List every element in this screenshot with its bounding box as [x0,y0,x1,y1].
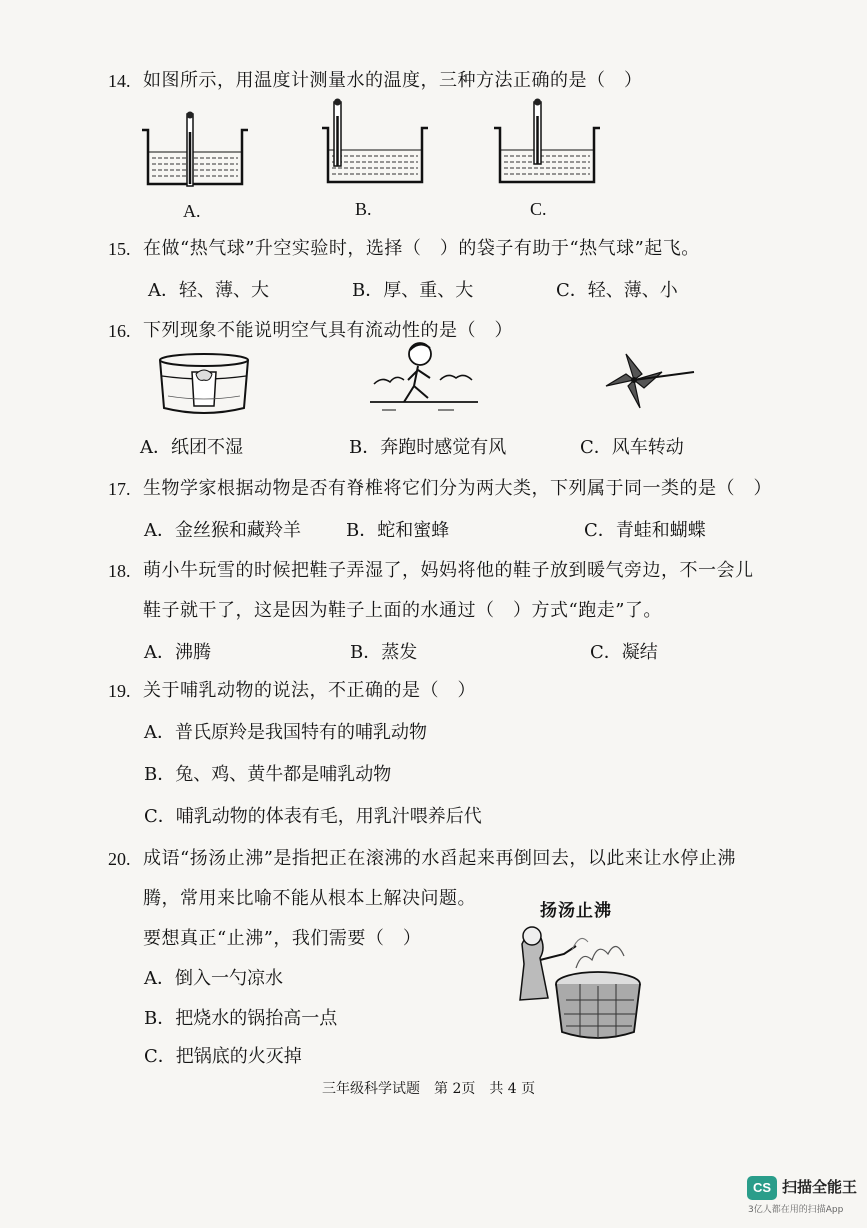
question-15-option-c: C．轻、薄、小 [556,280,678,301]
question-15-text: 在做“热气球”升空实验时，选择（ ）的袋子有助于“热气球”起飞。 [143,238,700,259]
pinwheel-figure [604,352,696,412]
running-boy-figure [368,340,480,420]
question-14-label-a: A. [183,201,201,221]
paper-in-cup-underwater-figure [158,352,250,416]
question-18-option-b: B．蒸发 [350,642,418,663]
question-18-text-line-2: 鞋子就干了，这是因为鞋子上面的水通过（ ）方式“跑走”了。 [143,600,662,621]
scanner-tagline: 3亿人都在用的扫描App [748,1205,844,1215]
question-20-text-line-3: 要想真正“止沸”，我们需要（ ） [143,928,422,949]
question-16-option-b: B．奔跑时感觉有风 [349,437,507,458]
thermometer-beaker-a-figure [140,112,250,192]
question-15-option-a: A．轻、薄、大 [148,280,269,301]
idiom-figure-title: 扬汤止沸 [540,901,612,921]
question-19-option-a: A．普氏原羚是我国特有的哺乳动物 [144,722,427,743]
question-14-label-c: C. [530,199,547,219]
question-18-number: 18. [108,561,131,581]
question-19-number: 19. [108,681,131,701]
question-18-option-a: A．沸腾 [144,642,211,663]
question-15-option-b: B．厚、重、大 [352,280,474,301]
idiom-cooking-pot-figure [506,920,646,1048]
question-20-option-b: B．把烧水的锅抬高一点 [144,1008,338,1029]
scanner-app-name: 扫描全能王 [782,1178,858,1196]
question-16-option-a: A．纸团不湿 [140,437,243,458]
question-19-text: 关于哺乳动物的说法，不正确的是（ ） [143,680,476,701]
question-19-option-b: B．兔、鸡、黄牛都是哺乳动物 [144,764,392,785]
question-17-option-b: B．蛇和蜜蜂 [346,520,450,541]
question-17-option-c: C．青蛙和蝴蝶 [584,520,706,541]
question-18-option-c: C．凝结 [590,642,658,663]
question-17-text: 生物学家根据动物是否有脊椎将它们分为两大类，下列属于同一类的是（ ） [143,478,772,499]
question-20-option-c: C．把锅底的火灭掉 [144,1046,302,1067]
thermometer-beaker-b-figure [320,98,430,190]
question-17-option-a: A．金丝猴和藏羚羊 [144,520,301,541]
thermometer-beaker-c-figure [492,98,602,190]
question-19-option-c: C．哺乳动物的体表有毛，用乳汁喂养后代 [144,806,482,827]
question-16-text: 下列现象不能说明空气具有流动性的是（ ） [143,320,513,341]
question-18-text-line-1: 萌小牛玩雪的时候把鞋子弄湿了，妈妈将他的鞋子放到暖气旁边，不一会儿 [143,560,754,581]
question-14-number: 14. [108,71,131,91]
question-15-number: 15. [108,239,131,259]
question-17-number: 17. [108,479,131,499]
question-16-option-c: C．风车转动 [580,437,684,458]
camscanner-logo-icon: CS [747,1176,777,1200]
page-footer: 三年级科学试题 第 2页 共 4 页 [322,1081,536,1097]
question-20-number: 20. [108,849,131,869]
question-14-text: 如图所示，用温度计测量水的温度，三种方法正确的是（ ） [143,70,643,91]
question-20-text-line-2: 腾，常用来比喻不能从根本上解决问题。 [143,888,476,909]
question-20-option-a: A．倒入一勺凉水 [144,968,283,989]
question-16-number: 16. [108,321,131,341]
question-20-text-line-1: 成语“扬汤止沸”是指把正在滚沸的水舀起来再倒回去，以此来让水停止沸 [143,848,736,869]
question-14-label-b: B. [355,199,372,219]
